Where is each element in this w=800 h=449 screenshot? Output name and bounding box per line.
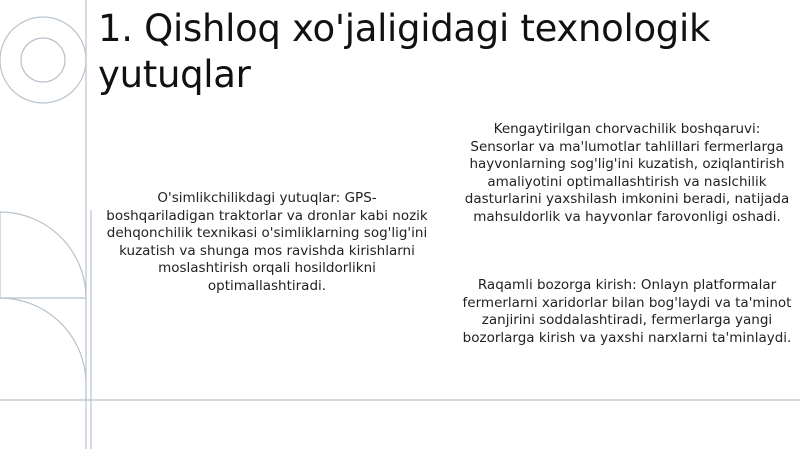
inner-circle [21, 38, 65, 82]
half-circle-shape [0, 212, 86, 298]
slide-title: 1. Qishloq xo'jaligidagi texnologik yutuqlar [98, 7, 711, 96]
half-circle-shape-lower [0, 298, 86, 400]
right-paragraph-market: Raqamli bozorga kirish: Onlayn platformalar fermerlarni xaridorlar bilan bog'laydi va ta'minot zanjirini soddalashtiradi, fermerlarga yangi bozorlarga kirish va yaxshi narxlarni ta'minlaydi. [462, 277, 792, 346]
left-paragraph: O'simlikchilikdagi yutuqlar: GPS-boshqariladigan traktorlar va dronlar kabi nozik dehqonchilik texnikasi o'simliklarning sog'lig'ini kuzatish va shunga mos ravishda kirishlarni moslashtirish orqali hosildorlikni optimallashtiradi. [106, 190, 428, 294]
outer-circle [0, 17, 86, 103]
right-paragraph-livestock: Kengaytirilgan chorvachilik boshqaruvi: Sensorlar va ma'lumotlar tahlillari fermerlarga hayvonlarning sog'lig'ini kuzatish, oziqlantirish amaliyotini optimallashtirish va naslchilik dasturlarini yaxshilash imkonini beradi, natijada mahsuldorlik va hayvonlar farovonligi oshadi. [464, 121, 790, 225]
